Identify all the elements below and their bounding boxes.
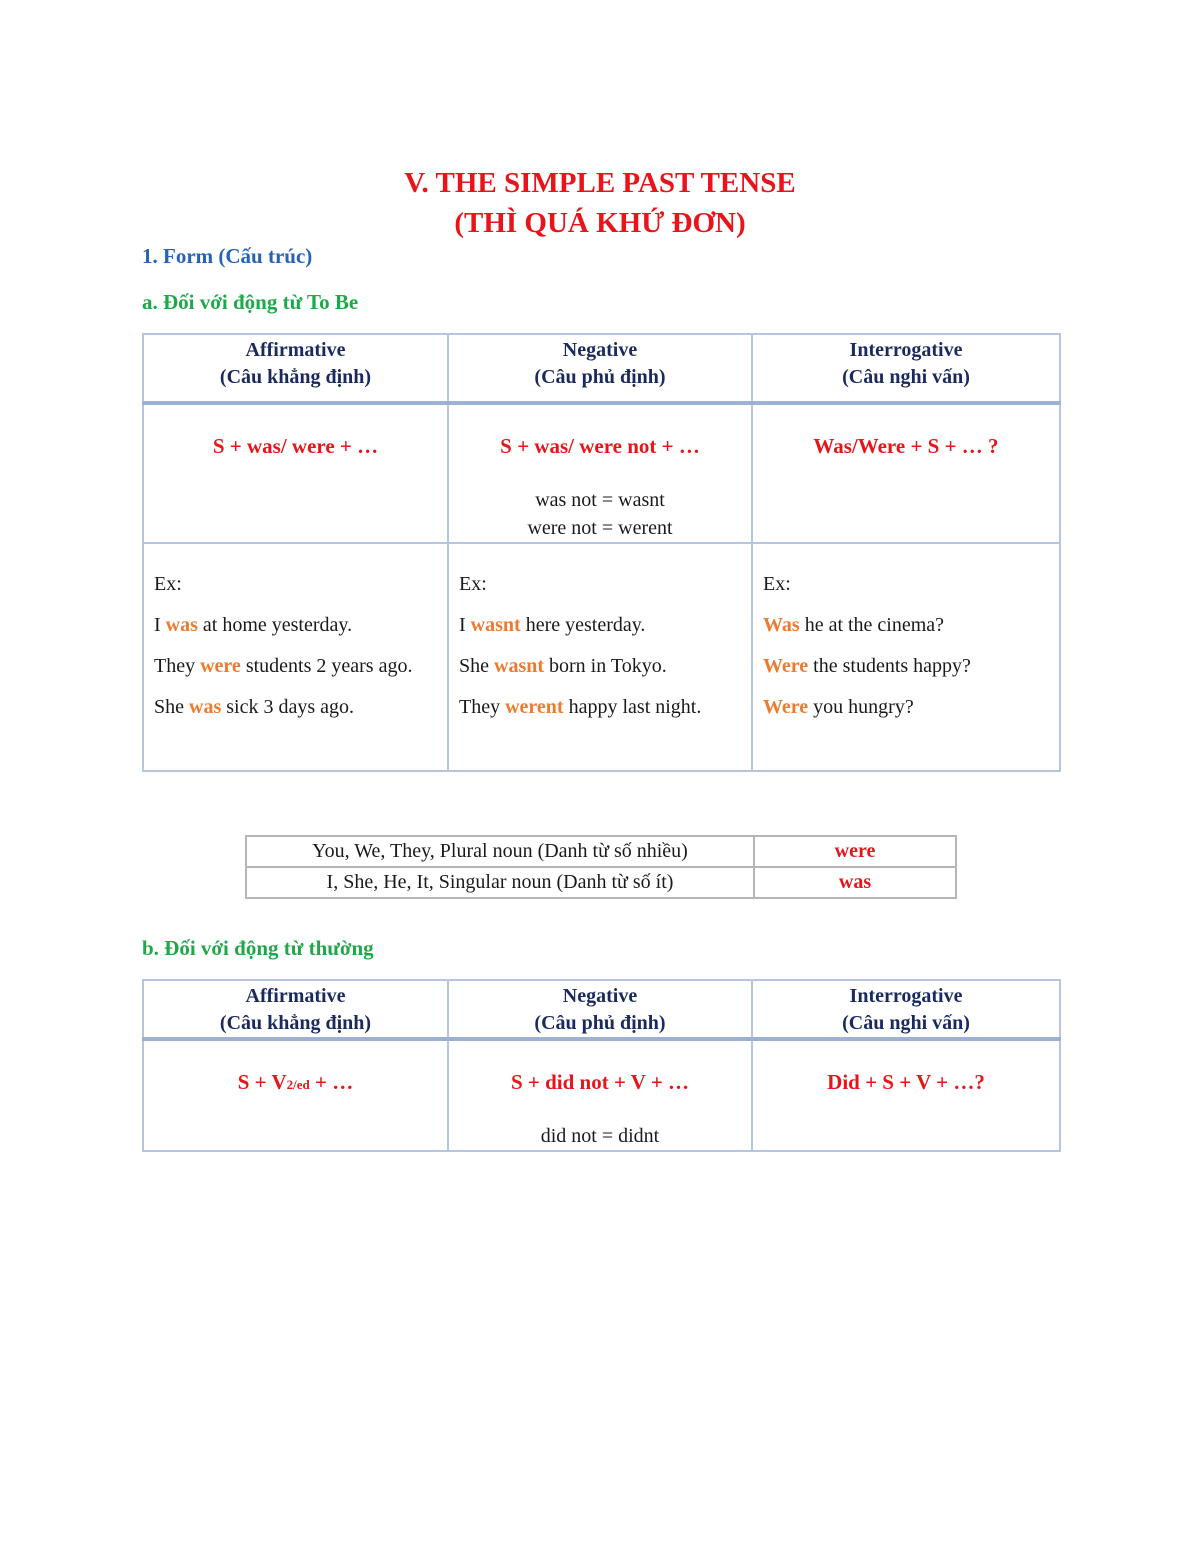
col-name: Negative (562, 985, 638, 1007)
col-name: Affirmative (245, 339, 346, 361)
formula: S + V2/ed + … (237, 1070, 354, 1094)
col-header-interrogative (752, 980, 1060, 1039)
contraction: did not = didnt (540, 1125, 660, 1147)
formula: Was/Were + S + … ? (813, 434, 999, 458)
col-name-vi: (Câu khẳng định) (219, 366, 372, 388)
col-name-vi: (Câu phủ định) (534, 1012, 666, 1034)
col-header-negative (448, 980, 752, 1039)
example-sentence: She wasnt born in Tokyo. (459, 655, 667, 677)
example-sentence: They were students 2 years ago. (154, 655, 413, 677)
formula-cell-affirmative (143, 403, 448, 543)
formula: Did + S + V + …? (827, 1070, 985, 1094)
formula: S + did not + V + … (510, 1070, 690, 1094)
example-sentence: Were you hungry? (763, 696, 914, 718)
col-name: Interrogative (849, 339, 963, 361)
regular-verb-table (142, 979, 1061, 1152)
formula: S + was/ were not + … (500, 434, 700, 458)
example-sentence: Were the students happy? (763, 655, 971, 677)
table-row (246, 836, 956, 867)
ex-label: Ex: (154, 573, 182, 595)
ex-label: Ex: (763, 573, 791, 595)
heading-regular-verbs: b. Đối với động từ thường (142, 936, 374, 960)
example-sentence: She was sick 3 days ago. (154, 696, 354, 718)
col-header-interrogative (752, 334, 1060, 403)
examples-affirmative (143, 543, 448, 771)
example-sentence: Was he at the cinema? (763, 614, 945, 636)
col-name: Affirmative (245, 985, 346, 1007)
example-sentence: I wasnt here yesterday. (459, 614, 646, 636)
col-name-vi: (Câu nghi vấn) (842, 1012, 970, 1034)
example-sentence: They werent happy last night. (459, 696, 702, 718)
examples-negative (448, 543, 752, 771)
example-sentence: I was at home yesterday. (154, 614, 353, 636)
contraction: were not = werent (527, 517, 673, 539)
section-heading-form: 1. Form (Cấu trúc) (142, 244, 313, 268)
col-name: Interrogative (849, 985, 963, 1007)
doc-title: V. THE SIMPLE PAST TENSE (404, 167, 796, 199)
subjects-cell: I, She, He, It, Singular noun (Danh từ số ít) (246, 867, 754, 898)
heading-to-be: a. Đối với động từ To Be (142, 290, 359, 314)
col-name: Negative (562, 339, 638, 361)
col-header-affirmative (143, 980, 448, 1039)
col-name-vi: (Câu khẳng định) (219, 1012, 372, 1034)
doc-subtitle: (THÌ QUÁ KHỨ ĐƠN) (454, 207, 746, 239)
subjects-cell: You, We, They, Plural noun (Danh từ số nhiều) (246, 836, 754, 867)
formula-cell-interrogative (752, 403, 1060, 543)
contraction: was not = wasnt (535, 489, 665, 511)
subject-verb-table (245, 835, 957, 899)
col-header-affirmative (143, 334, 448, 403)
to-be-table (142, 333, 1061, 772)
formula-cell-affirmative (143, 1039, 448, 1151)
col-header-negative (448, 334, 752, 403)
formula-cell-interrogative (752, 1039, 1060, 1151)
formula-cell-negative (448, 1039, 752, 1151)
verb-cell: were (754, 836, 956, 867)
col-name-vi: (Câu phủ định) (534, 366, 666, 388)
col-name-vi: (Câu nghi vấn) (842, 366, 970, 388)
formula: S + was/ were + … (212, 434, 379, 458)
table-row (246, 867, 956, 898)
formula-cell-negative (448, 403, 752, 543)
ex-label: Ex: (459, 573, 487, 595)
examples-interrogative (752, 543, 1060, 771)
verb-cell: was (754, 867, 956, 898)
